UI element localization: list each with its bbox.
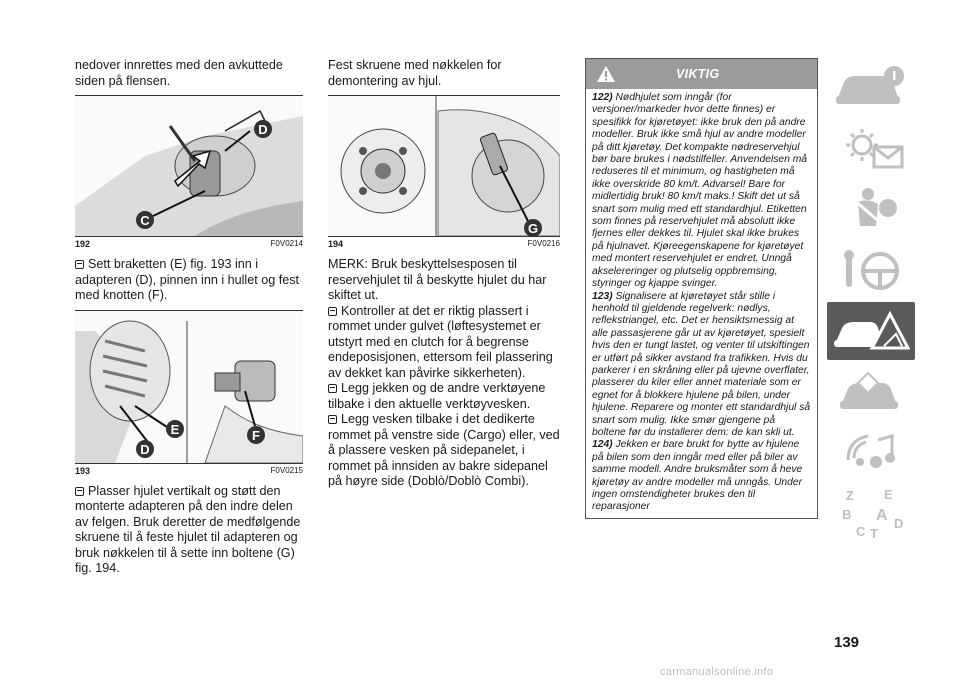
- figure-192-label-d: D: [258, 122, 268, 137]
- index-letter: C: [856, 524, 866, 539]
- sidebar-item-start-drive[interactable]: [827, 241, 915, 299]
- figure-193-label-e: E: [170, 421, 180, 437]
- figure-194-caption: [328, 239, 560, 249]
- bullet-icon: [75, 487, 84, 496]
- car-info-icon: [832, 62, 910, 112]
- column-right: [585, 58, 818, 519]
- figure-number: 192: [75, 239, 91, 249]
- safety-airbag-icon: [832, 184, 910, 234]
- figure-192-label-c: C: [140, 213, 150, 228]
- figure-number: 194: [328, 239, 344, 249]
- warning-box: [585, 58, 818, 519]
- warning-title: VIKTIG: [676, 67, 720, 81]
- steering-key-icon: [832, 245, 910, 295]
- index-letter: D: [894, 516, 904, 531]
- paragraph-place-wheel: [75, 484, 303, 577]
- warning-item-number: 122): [592, 92, 613, 103]
- warning-header: [586, 59, 817, 89]
- note-text: MERK: Bruk beskyttelsesposen til reservehjulet til å beskytte hjulet du har skiftet ut.: [328, 257, 547, 302]
- paragraph-text: Sett braketten (E) fig. 193 inn i adapteren (D), pinnen inn i hullet og fest med knotten (F).: [75, 257, 300, 302]
- sidebar-item-car-info[interactable]: [827, 58, 915, 116]
- index-icon: [832, 486, 910, 542]
- sidebar-item-safety[interactable]: [827, 180, 915, 238]
- multimedia-icon: [832, 428, 910, 478]
- bullet-icon: [328, 384, 337, 393]
- column-left: [75, 58, 303, 577]
- page-number: 139: [834, 634, 860, 651]
- bullet-icon: [328, 307, 337, 316]
- figure-code: F0V0214: [270, 239, 303, 248]
- index-letter: T: [870, 526, 878, 541]
- bullet-icon: [75, 260, 84, 269]
- warning-item-text: Jekken er bare brukt for bytte av hjulene på bilen som den inngår med eller på biler av samme modell. Andre bruksmåter som å heve kjøretøy av andre modeller må unngås. Under ingen omstendigheter brukes den til reparasjoner: [592, 439, 803, 513]
- bullet-bag-place: [328, 412, 560, 490]
- warning-item-number: 124): [592, 439, 613, 451]
- index-letter: Z: [846, 488, 854, 503]
- figure-193-label-d: D: [140, 441, 150, 457]
- warning-item-text: Nødhjulet som inngår (for versjoner/markeder hvor dette finnes) er spesifikk for kjøretøyet: ikke bruk den på andre modeller. Bruk ikke små hjul av andre modeller på ditt kjøretøy. Det kompakte nødreservehjul bør bare brukes i nødstilfeller. Anvendelsen må reduseres til et minimum, og hastigheten må ikke overskride 80 km/t. Advarsel! Bare for midlertidig bruk! 80 km/t maks.! Skift det ut så snart som mulig med ett standardhjul. Etiketten som finnes på reservehjulet må absolutt ikke fjernes eller dekkes til. Hjulet skal ikke brukes på hjulnavet. Kjøreegenskapene for kjøretøyet med montert reservehjulet er endret. Unngå akselereringer og plutselig oppbremsing, styringer og kjappe svinger.: [592, 92, 807, 290]
- figure-192-illustration: [75, 96, 303, 236]
- figure-code: F0V0215: [270, 465, 303, 475]
- warning-item-124: [592, 439, 811, 513]
- paragraph-text: Kontroller at det er riktig plassert i rommet under gulvet (løftesystemet er utstyrt med en clutch for å begrense endeposisjonen, ettersom feil plassering av dekket kan påvirke sikkerheten).: [328, 303, 553, 380]
- figure-193: [75, 310, 303, 464]
- paragraph-text: Legg vesken tilbake i det dedikerte rommet på venstre side (Cargo) eller, ved å plassere vesken på sidepanelet, i rommet på innsiden av bakre sidepanel på høyre side (Doblò/Doblò Combi).: [328, 412, 560, 488]
- sidebar-item-index[interactable]: [827, 485, 915, 543]
- emergency-icon: [832, 306, 910, 356]
- figure-192: [75, 95, 303, 237]
- warning-item-122: [592, 92, 811, 291]
- figure-code: F0V0216: [527, 239, 560, 248]
- figure-194: [328, 95, 560, 237]
- intro-text: Fest skruene med nøkkelen for demontering av hjul.: [328, 58, 502, 88]
- figure-194-illustration: [328, 96, 560, 236]
- sidebar-item-multimedia[interactable]: [827, 424, 915, 482]
- bullet-icon: [328, 415, 337, 424]
- sidebar-item-maintenance[interactable]: [827, 363, 915, 421]
- warning-body: [586, 89, 817, 518]
- column-middle: [328, 58, 560, 490]
- index-letter: E: [884, 487, 893, 502]
- intro-text: nedover innrettes med den avkuttede siden på flensen.: [75, 58, 283, 88]
- figure-193-label-f: F: [252, 427, 260, 443]
- paragraph-text: Plasser hjulet vertikalt og støtt den monterte adapteren på den indre delen av felgen. Bruk deretter de medfølgende skruene til å feste hjulet til adapteren og bruk nøkkelen til å sette inn boltene (G) fig. 194.: [75, 483, 301, 575]
- index-letter: B: [842, 507, 852, 522]
- maintenance-icon: [832, 367, 910, 417]
- index-letter: A: [876, 507, 888, 524]
- warning-triangle-icon: [596, 65, 616, 83]
- chapter-sidebar: [827, 58, 915, 546]
- watermark[interactable]: carmanualsonline.info: [660, 666, 774, 678]
- warning-item-123: [592, 291, 811, 440]
- figure-192-caption: [75, 239, 303, 249]
- bullet-jack-tools: [328, 381, 560, 412]
- sidebar-item-warning-lights[interactable]: [827, 119, 915, 177]
- figure-194-label-g: G: [527, 221, 539, 236]
- sidebar-item-emergency[interactable]: [827, 302, 915, 360]
- paragraph-bracket: [75, 257, 303, 304]
- warning-item-text: Signalisere at kjøretøyet står stille i henhold til gjeldende regelverk: nødlys, reflekstriangel, etc. Det er hensiktsmessig at alle passasjerene går ut av kjøretøyet, spesielt hvis den er tungt lastet, og venter til utskiftingen er utført på sikker avstand fra trafikken. Hvis du parkerer i en skråning eller på ujevne overflater, plasserer du kiler eller annet materiale som er egnet for å blokkere hjulene på bilen, under hjulene. Reparere og monter ett standardhjul så snart som mulig. Ikke smør gjengene på boltene før du installerer dem: de kan skli ut.: [592, 290, 811, 438]
- figure-193-illustration: [75, 311, 303, 463]
- warning-lights-icon: [832, 123, 910, 173]
- bullet-check-position: [328, 304, 560, 382]
- figure-193-caption: [75, 466, 303, 476]
- paragraph-text: Legg jekken og de andre verktøyene tilbake i den aktuelle verktøyvesken.: [328, 381, 546, 411]
- warning-item-number: 123): [592, 290, 613, 302]
- figure-number: 193: [75, 465, 91, 476]
